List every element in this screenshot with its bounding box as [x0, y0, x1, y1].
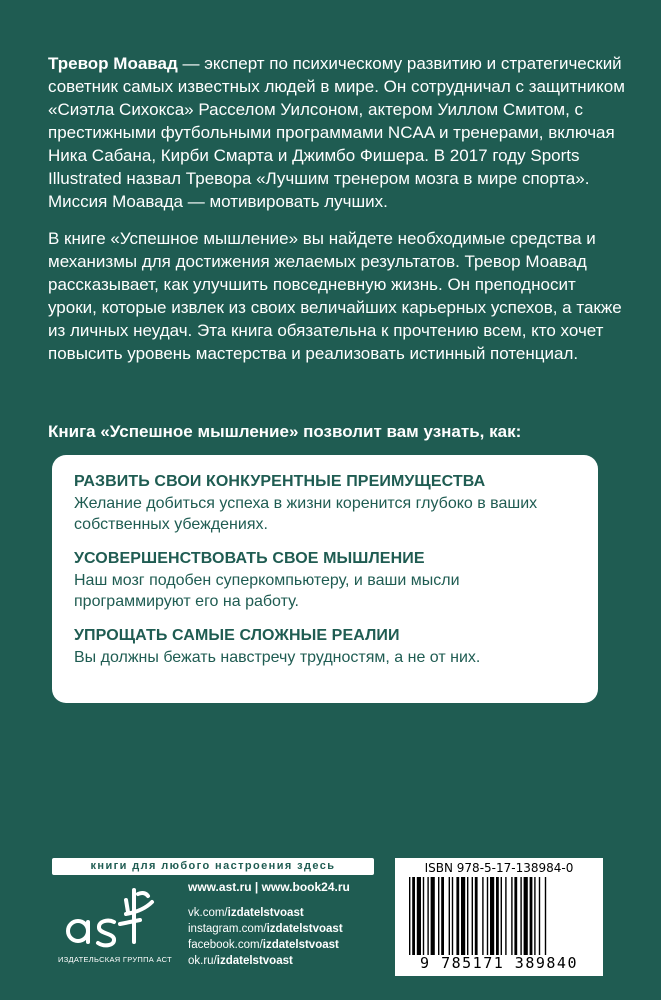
tip-title: УСОВЕРШЕНСТВОВАТЬ СВОЕ МЫШЛЕНИЕ: [74, 550, 425, 567]
author-name: Тревор Моавад: [48, 54, 178, 73]
tagline-banner: книги для любого настроения здесь: [52, 858, 374, 875]
intro-paragraph-2: В книге «Успешное мышление» вы найдете необходимые средства и механизмы для достижения желаемых результатов. Тревор Моавад рассказывает, как улучшить повседневную жизнь. Он преподносит уроки, которые извлек из своих величайших карьерных успехов, а также из личных неудач. Эта книга обязательна к прочтению всем, кто хочет повысить уровень мастерства и реализовать истинный потенциал.: [48, 229, 622, 363]
social-links: [188, 905, 378, 969]
tip-3: [74, 625, 580, 668]
barcode-block: [395, 858, 603, 976]
tip-text: Вы должны бежать навстречу трудностям, а не от них.: [74, 649, 481, 666]
tip-title: УПРОЩАТЬ САМЫЕ СЛОЖНЫЕ РЕАЛИИ: [74, 627, 400, 644]
barcode-icon: [405, 877, 593, 957]
publisher-caption: ИЗДАТЕЛЬСКАЯ ГРУППА АСТ: [58, 955, 172, 964]
websites: www.ast.ru | www.book24.ru: [188, 880, 350, 894]
tip-text: Желание добиться успеха в жизни коренится глубоко в ваших собственных убеждениях.: [74, 495, 538, 533]
social-link-facebook[interactable]: facebook.com/izdatelstvoast: [188, 939, 339, 951]
social-link-ok[interactable]: ok.ru/izdatelstvoast: [188, 955, 293, 967]
barcode-number: 9 785171 389840: [420, 954, 578, 972]
intro-paragraph-1-text: — эксперт по психическому развитию и стратегический советник самых известных людей в мире. Он сотрудничал с защитником «Сиэтла Сихокса» Расселом Уилсоном, актером Уиллом Смитом, с престижными футбольными программами NCAA и тренерами, включая Ника Сабана, Кирби Смарта и Джимбо Фишера. В 2017 году Sports Illustrated назвал Тревора «Лучшим тренером мозга в мире спорта». Миссия Моавада — мотивировать лучших.: [48, 54, 625, 211]
tip-1: [74, 471, 580, 535]
social-link-vk[interactable]: vk.com/izdatelstvoast: [188, 907, 304, 919]
tip-2: [74, 548, 580, 612]
social-link-instagram[interactable]: instagram.com/izdatelstvoast: [188, 923, 343, 935]
tip-title: РАЗВИТЬ СВОИ КОНКУРЕНТНЫЕ ПРЕИМУЩЕСТВА: [74, 473, 486, 490]
author-intro: [48, 52, 628, 379]
tip-text: Наш мозг подобен суперкомпьютеру, и ваши мысли программируют его на работу.: [74, 572, 460, 610]
tips-card: [52, 455, 598, 703]
learn-heading: Книга «Успешное мышление» позволит вам узнать, как:: [48, 422, 522, 441]
intro-paragraph-1: [48, 52, 628, 213]
isbn-label: ISBN 978-5-17-138984-0: [424, 861, 574, 875]
